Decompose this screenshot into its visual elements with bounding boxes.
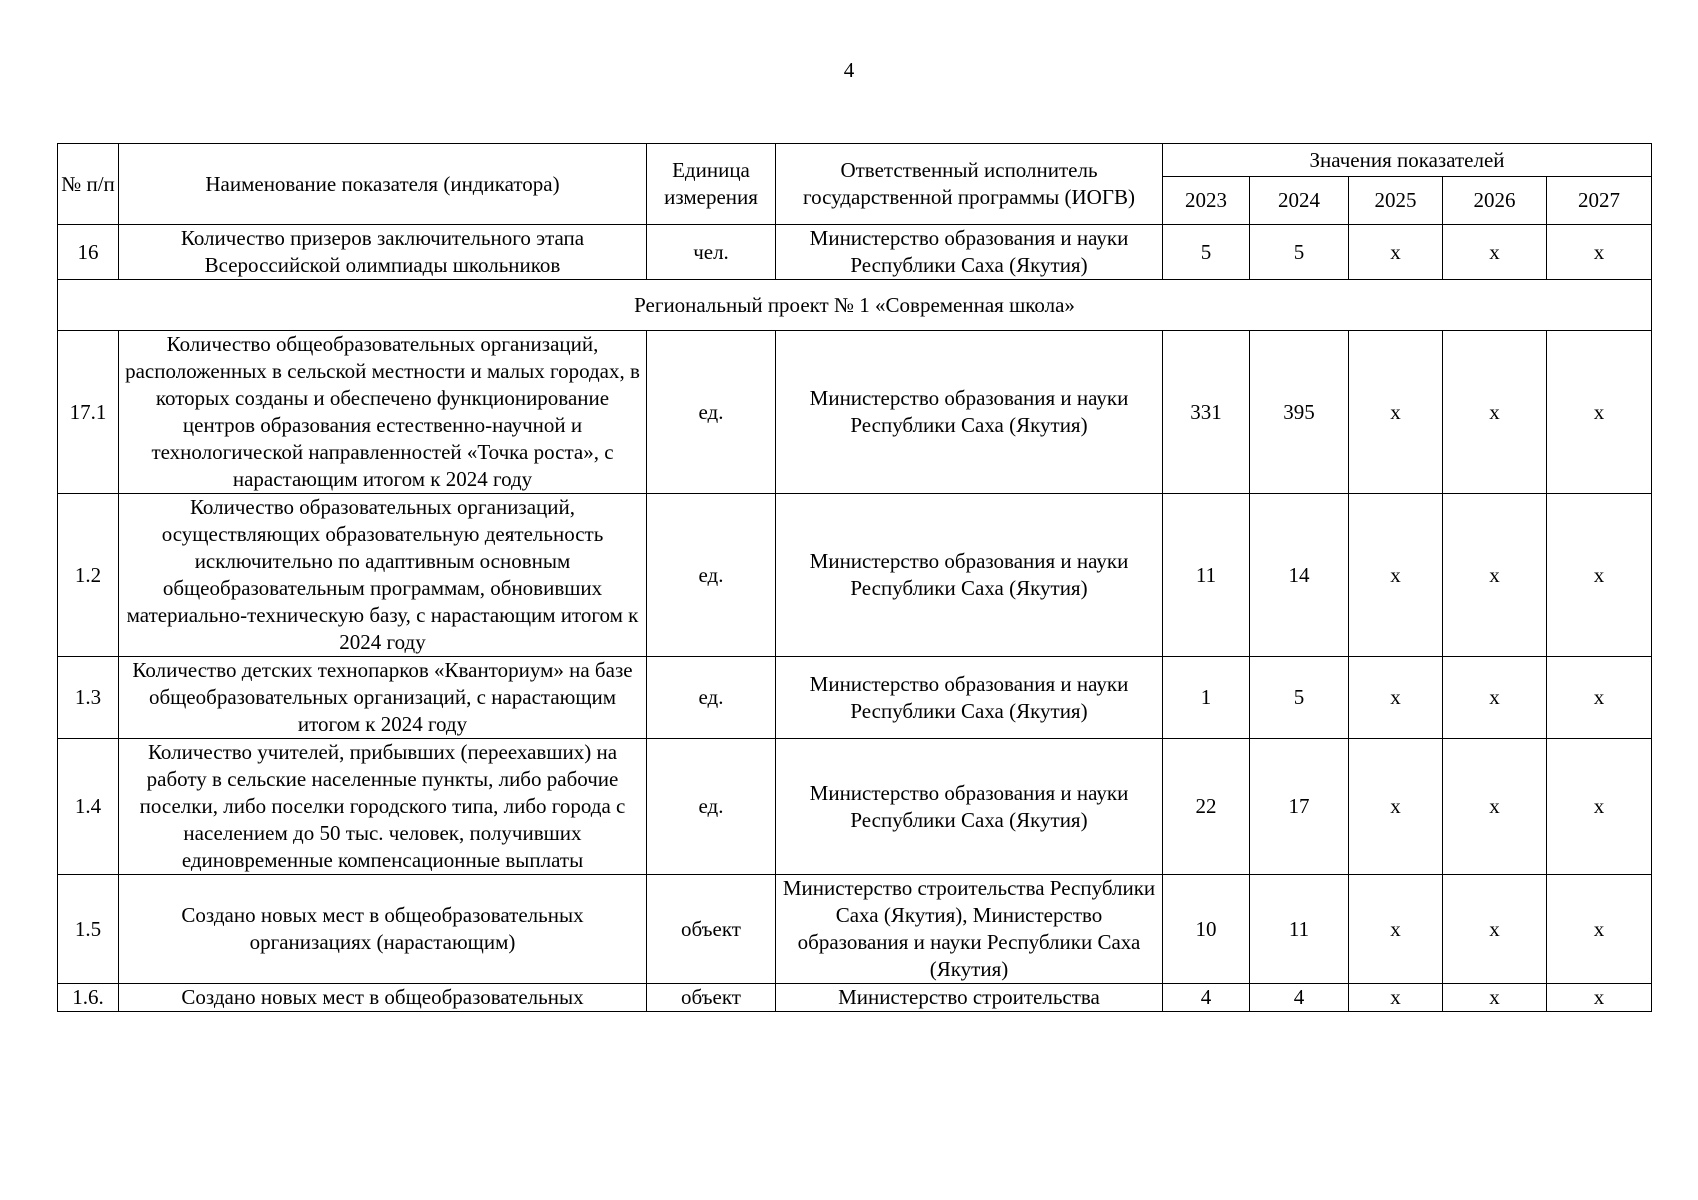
row-value: x	[1349, 225, 1443, 280]
row-name: Количество образовательных организаций, осуществляющих образовательную деятельность исключительно по адаптивным основным общеобразовательным программам, обновивших материально-техническую базу, с нарастающим итогом к 2024 году	[119, 494, 647, 657]
row-name: Создано новых мест в общеобразовательных	[119, 984, 647, 1012]
row-value: x	[1349, 875, 1443, 984]
row-value: 11	[1250, 875, 1349, 984]
row-value: 4	[1163, 984, 1250, 1012]
header-year: 2024	[1250, 177, 1349, 225]
row-name: Создано новых мест в общеобразовательных организациях (нарастающим)	[119, 875, 647, 984]
row-value: 5	[1250, 225, 1349, 280]
row-value: x	[1349, 657, 1443, 739]
row-name: Количество учителей, прибывших (переехавших) на работу в сельские населенные пункты, либо рабочие поселки, либо поселки городского типа, либо города с населением до 50 тыс. человек, получивших единовременные компенсационные выплаты	[119, 739, 647, 875]
section-row	[58, 280, 1652, 331]
row-value: 4	[1250, 984, 1349, 1012]
row-num: 1.6.	[58, 984, 119, 1012]
row-name: Количество общеобразовательных организаций, расположенных в сельской местности и малых городах, в которых созданы и обеспечено функционирование центров образования естественно-научной и технологической направленностей «Точка роста», с нарастающим итогом к 2024 году	[119, 331, 647, 494]
row-unit: ед.	[647, 331, 776, 494]
header-year: 2026	[1443, 177, 1547, 225]
row-unit: объект	[647, 875, 776, 984]
header-executor: Ответственный исполнитель государственной программы (ИОГВ)	[776, 144, 1163, 225]
header-values-group: Значения показателей	[1163, 144, 1652, 177]
row-value: x	[1547, 657, 1652, 739]
section-title: Региональный проект № 1 «Современная школа»	[58, 280, 1652, 331]
header-year: 2023	[1163, 177, 1250, 225]
row-value: 5	[1250, 657, 1349, 739]
row-value: x	[1443, 739, 1547, 875]
table-body	[58, 225, 1652, 1012]
row-value: x	[1443, 875, 1547, 984]
row-value: 10	[1163, 875, 1250, 984]
table-row	[58, 984, 1652, 1012]
row-executor: Министерство образования и науки Республики Саха (Якутия)	[776, 739, 1163, 875]
row-name: Количество призеров заключительного этапа Всероссийской олимпиады школьников	[119, 225, 647, 280]
row-value: 1	[1163, 657, 1250, 739]
row-executor: Министерство образования и науки Республики Саха (Якутия)	[776, 225, 1163, 280]
row-value: x	[1349, 331, 1443, 494]
row-value: x	[1443, 225, 1547, 280]
row-num: 1.5	[58, 875, 119, 984]
row-unit: объект	[647, 984, 776, 1012]
table-row	[58, 739, 1652, 875]
row-value: 17	[1250, 739, 1349, 875]
row-value: x	[1443, 331, 1547, 494]
row-value: 395	[1250, 331, 1349, 494]
row-value: x	[1443, 494, 1547, 657]
table-row	[58, 494, 1652, 657]
row-num: 17.1	[58, 331, 119, 494]
row-executor: Министерство образования и науки Республики Саха (Якутия)	[776, 494, 1163, 657]
row-num: 1.3	[58, 657, 119, 739]
row-value: x	[1349, 494, 1443, 657]
row-value: x	[1349, 739, 1443, 875]
header-year: 2027	[1547, 177, 1652, 225]
row-value: 5	[1163, 225, 1250, 280]
header-year: 2025	[1349, 177, 1443, 225]
row-executor: Министерство образования и науки Республики Саха (Якутия)	[776, 657, 1163, 739]
row-num: 1.4	[58, 739, 119, 875]
page-number: 4	[843, 58, 855, 82]
row-value: x	[1547, 875, 1652, 984]
row-value: x	[1349, 984, 1443, 1012]
row-executor: Министерство строительства Республики Саха (Якутия), Министерство образования и науки Республики Саха (Якутия)	[776, 875, 1163, 984]
row-unit: ед.	[647, 657, 776, 739]
row-name: Количество детских технопарков «Кванториум» на базе общеобразовательных организаций, с нарастающим итогом к 2024 году	[119, 657, 647, 739]
row-unit: чел.	[647, 225, 776, 280]
table-row	[58, 875, 1652, 984]
row-value: x	[1443, 657, 1547, 739]
row-unit: ед.	[647, 739, 776, 875]
table-header	[58, 144, 1652, 225]
row-value: 11	[1163, 494, 1250, 657]
indicators-table	[57, 143, 1652, 1012]
row-value: x	[1547, 494, 1652, 657]
row-value: x	[1443, 984, 1547, 1012]
row-executor: Министерство образования и науки Республики Саха (Якутия)	[776, 331, 1163, 494]
row-value: 14	[1250, 494, 1349, 657]
header-num: № п/п	[58, 144, 119, 225]
header-unit: Единица измерения	[647, 144, 776, 225]
row-value: 331	[1163, 331, 1250, 494]
row-num: 1.2	[58, 494, 119, 657]
row-executor: Министерство строительства	[776, 984, 1163, 1012]
header-name: Наименование показателя (индикатора)	[119, 144, 647, 225]
row-value: x	[1547, 331, 1652, 494]
row-value: 22	[1163, 739, 1250, 875]
table-row	[58, 331, 1652, 494]
row-value: x	[1547, 739, 1652, 875]
row-unit: ед.	[647, 494, 776, 657]
row-value: x	[1547, 984, 1652, 1012]
row-num: 16	[58, 225, 119, 280]
table-row	[58, 225, 1652, 280]
row-value: x	[1547, 225, 1652, 280]
table-row	[58, 657, 1652, 739]
